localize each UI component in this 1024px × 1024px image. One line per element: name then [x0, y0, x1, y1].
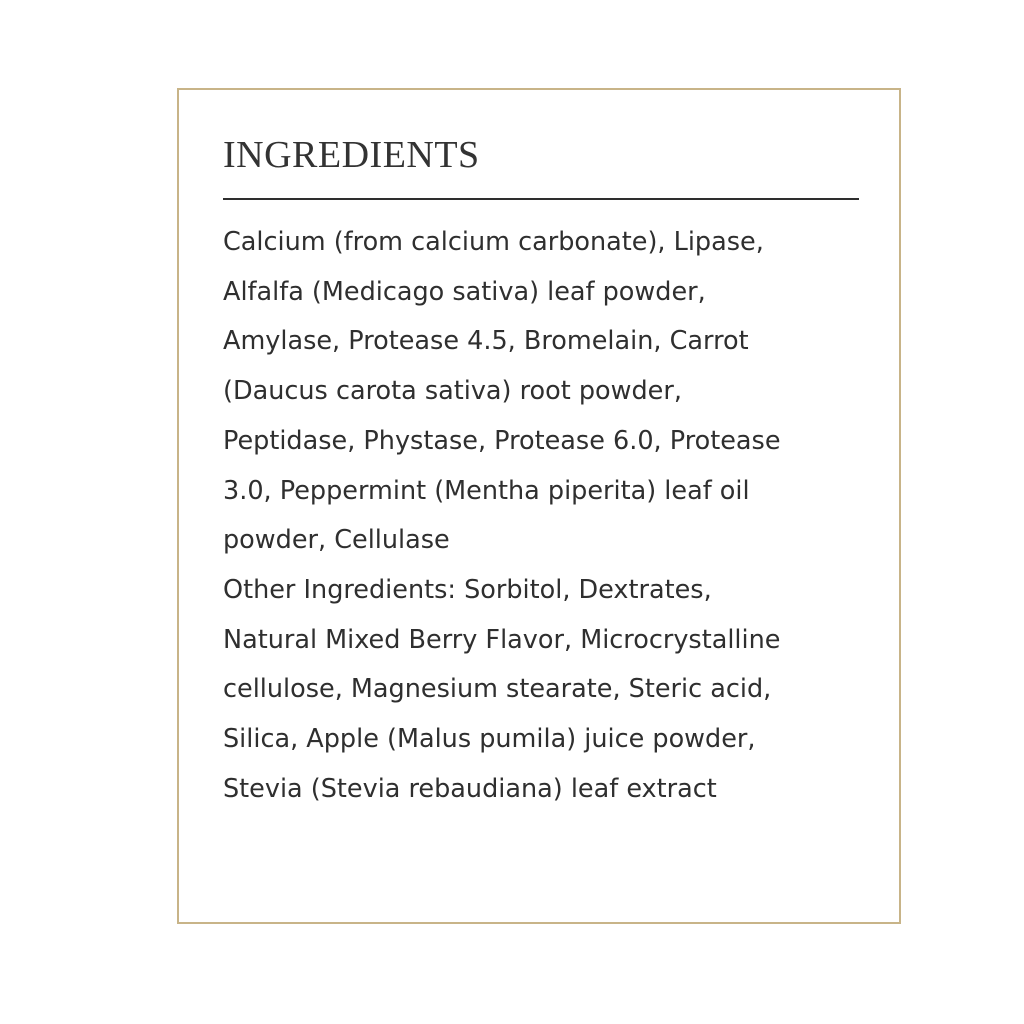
ingredients-panel — [177, 88, 901, 924]
ingredients-line: Peptidase, Phystase, Protease 6.0, Protease — [223, 425, 781, 456]
ingredients-line: Alfalfa (Medicago sativa) leaf powder, — [223, 276, 706, 307]
ingredients-line: Amylase, Protease 4.5, Bromelain, Carrot — [223, 326, 749, 357]
ingredients-line: 3.0, Peppermint (Mentha piperita) leaf oil — [223, 475, 750, 506]
other-ingredients-line: Natural Mixed Berry Flavor, Microcrystalline — [223, 624, 781, 655]
heading-divider — [223, 198, 859, 200]
ingredients-line: (Daucus carota sativa) root powder, — [223, 376, 682, 407]
ingredients-line: powder, Cellulase — [223, 525, 450, 556]
ingredients-heading: INGREDIENTS — [223, 134, 480, 176]
other-ingredients-line: Silica, Apple (Malus pumila) juice powder, — [223, 724, 756, 755]
ingredients-text — [223, 218, 883, 814]
other-ingredients-line: Other Ingredients: Sorbitol, Dextrates, — [223, 574, 712, 605]
other-ingredients-line: Stevia (Stevia rebaudiana) leaf extract — [223, 773, 717, 804]
ingredients-line: Calcium (from calcium carbonate), Lipase, — [223, 227, 764, 257]
other-ingredients-line: cellulose, Magnesium stearate, Steric acid, — [223, 674, 772, 705]
